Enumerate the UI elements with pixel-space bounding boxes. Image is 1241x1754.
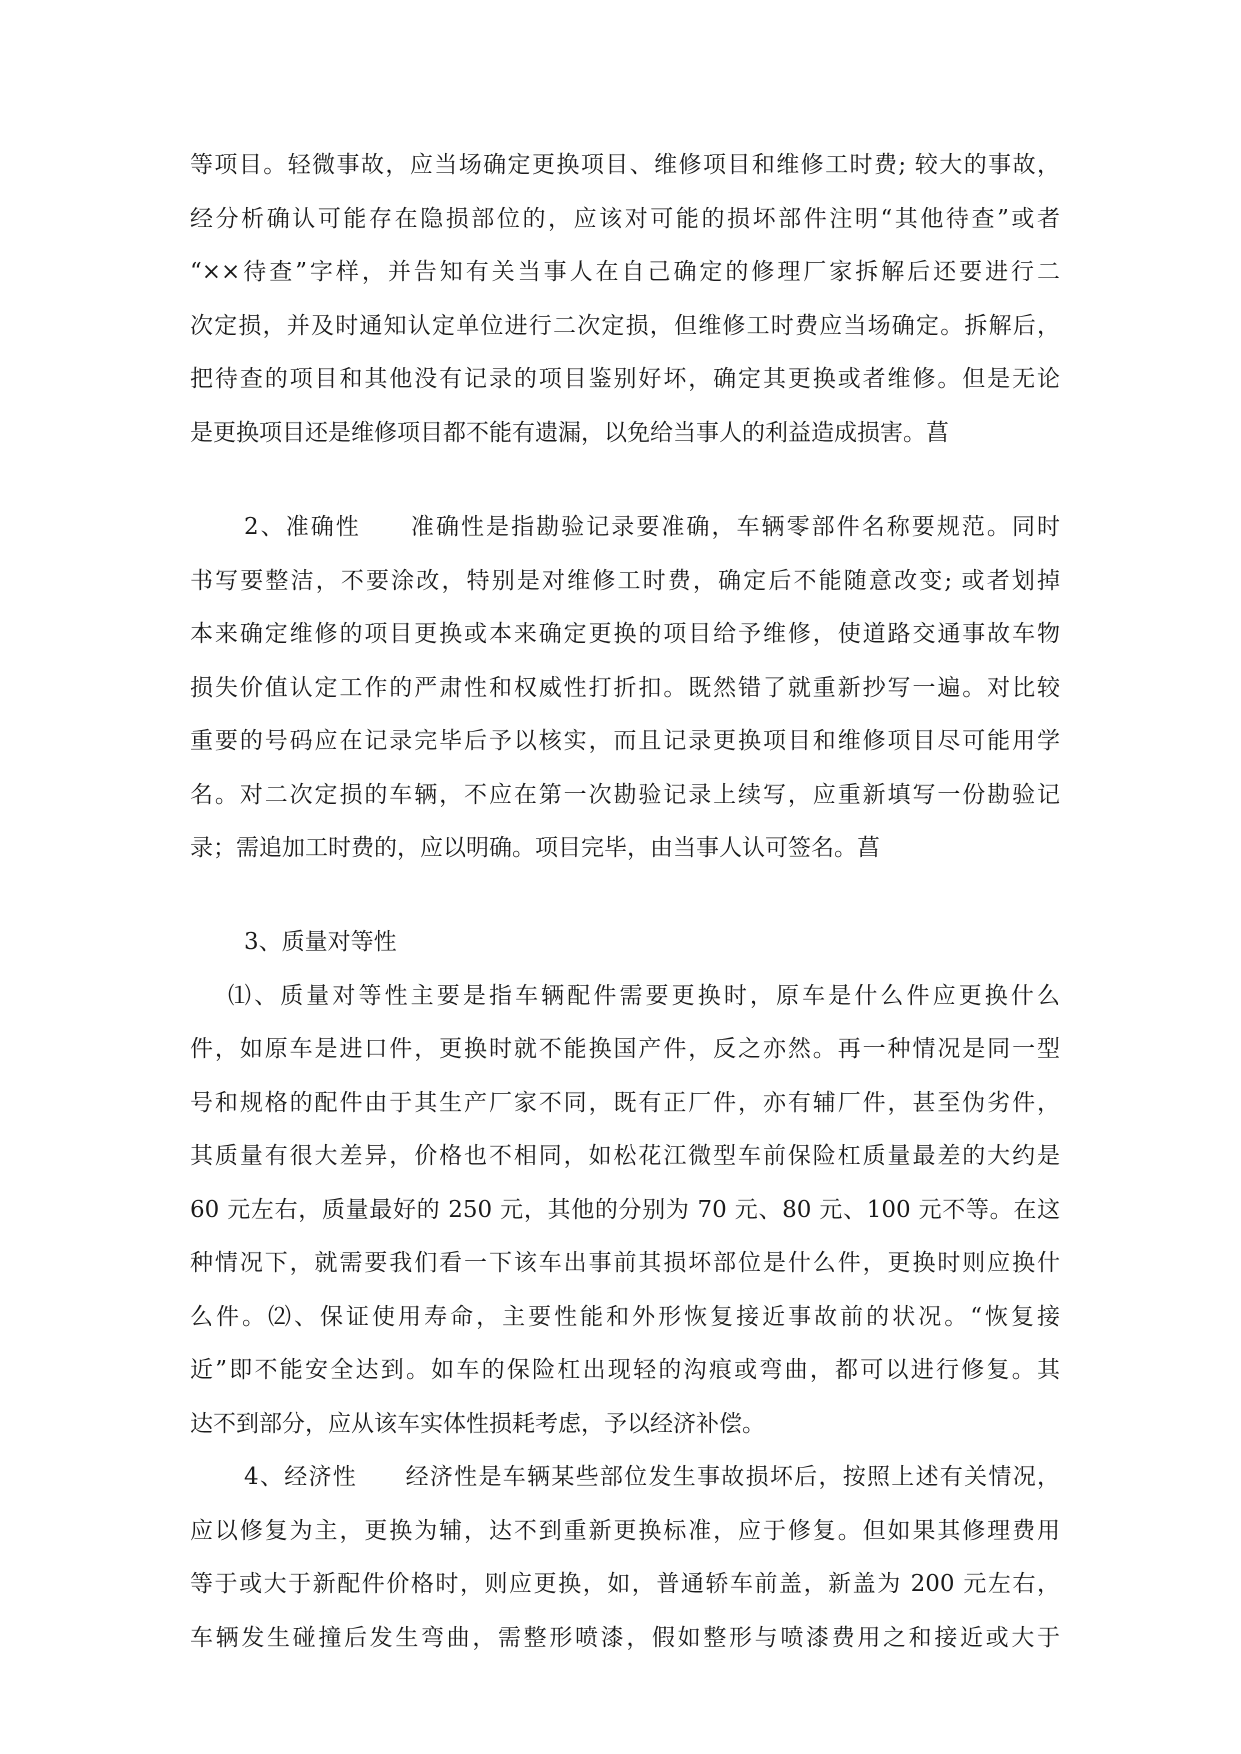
paragraph-line: 应以修复为主，更换为辅，达不到重新更换标准，应于修复。但如果其修理费用 bbox=[190, 1518, 1060, 1544]
paragraph-line: 录；需追加工时费的，应以明确。项目完毕，由当事人认可签名。菖 bbox=[190, 835, 880, 861]
paragraph-line: 本来确定维修的项目更换或本来确定更换的项目给予维修，使道路交通事故车物 bbox=[190, 621, 1060, 647]
paragraph-line: 等项目。轻微事故，应当场确定更换项目、维修项目和维修工时费; 较大的事故， bbox=[190, 152, 1060, 178]
paragraph-line: 60 元左右，质量最好的 250 元，其他的分别为 70 元、80 元、100 元不等。在这 bbox=[190, 1197, 1060, 1223]
paragraph-line: 车辆发生碰撞后发生弯曲，需整形喷漆，假如整形与喷漆费用之和接近或大于 bbox=[190, 1625, 1060, 1651]
paragraph-line: 达不到部分，应从该车实体性损耗考虑，予以经济补偿。 bbox=[190, 1411, 765, 1437]
paragraph-line: 种情况下，就需要我们看一下该车出事前其损坏部位是什么件，更换时则应换什 bbox=[190, 1250, 1060, 1276]
paragraph-line: ⑴、质量对等性主要是指车辆配件需要更换时，原车是什么件应更换什么 bbox=[228, 983, 1060, 1009]
paragraph-line: 是更换项目还是维修项目都不能有遗漏，以免给当事人的利益造成损害。菖 bbox=[190, 420, 949, 446]
section-heading-accuracy: 2、准确性 准确性是指勘验记录要准确，车辆零部件名称要规范。同时 bbox=[244, 514, 1060, 540]
paragraph-line: “××待查”字样，并告知有关当事人在自己确定的修理厂家拆解后还要进行二 bbox=[190, 259, 1060, 285]
paragraph-line: 名。对二次定损的车辆，不应在第一次勘验记录上续写，应重新填写一份勘验记 bbox=[190, 782, 1060, 808]
paragraph-line: 次定损，并及时通知认定单位进行二次定损，但维修工时费应当场确定。拆解后， bbox=[190, 313, 1060, 339]
paragraph-line: 么件。⑵、保证使用寿命，主要性能和外形恢复接近事故前的状况。“恢复接 bbox=[190, 1304, 1060, 1330]
paragraph-line: 其质量有很大差异，价格也不相同，如松花江微型车前保险杠质量最差的大约是 bbox=[190, 1143, 1060, 1169]
paragraph-line: 把待查的项目和其他没有记录的项目鉴别好坏，确定其更换或者维修。但是无论 bbox=[190, 366, 1060, 392]
paragraph-line: 件，如原车是进口件，更换时就不能换国产件，反之亦然。再一种情况是同一型 bbox=[190, 1036, 1060, 1062]
section-heading-quality: 3、质量对等性 bbox=[244, 929, 397, 955]
paragraph-line: 等于或大于新配件价格时，则应更换，如，普通轿车前盖，新盖为 200 元左右， bbox=[190, 1571, 1060, 1597]
paragraph-line: 经分析确认可能存在隐损部位的，应该对可能的损坏部件注明“其他待查”或者 bbox=[190, 206, 1060, 232]
paragraph-line: 书写要整洁，不要涂改，特别是对维修工时费，确定后不能随意改变; 或者划掉 bbox=[190, 568, 1060, 594]
paragraph-line: 近”即不能安全达到。如车的保险杠出现轻的沟痕或弯曲，都可以进行修复。其 bbox=[190, 1357, 1060, 1383]
paragraph-line: 号和规格的配件由于其生产厂家不同，既有正厂件，亦有辅厂件，甚至伪劣件， bbox=[190, 1090, 1060, 1116]
paragraph-line: 损失价值认定工作的严肃性和权威性打折扣。既然错了就重新抄写一遍。对比较 bbox=[190, 675, 1060, 701]
section-heading-economy: 4、经济性 经济性是车辆某些部位发生事故损坏后，按照上述有关情况， bbox=[244, 1464, 1060, 1490]
paragraph-line: 重要的号码应在记录完毕后予以核实，而且记录更换项目和维修项目尽可能用学 bbox=[190, 728, 1060, 754]
